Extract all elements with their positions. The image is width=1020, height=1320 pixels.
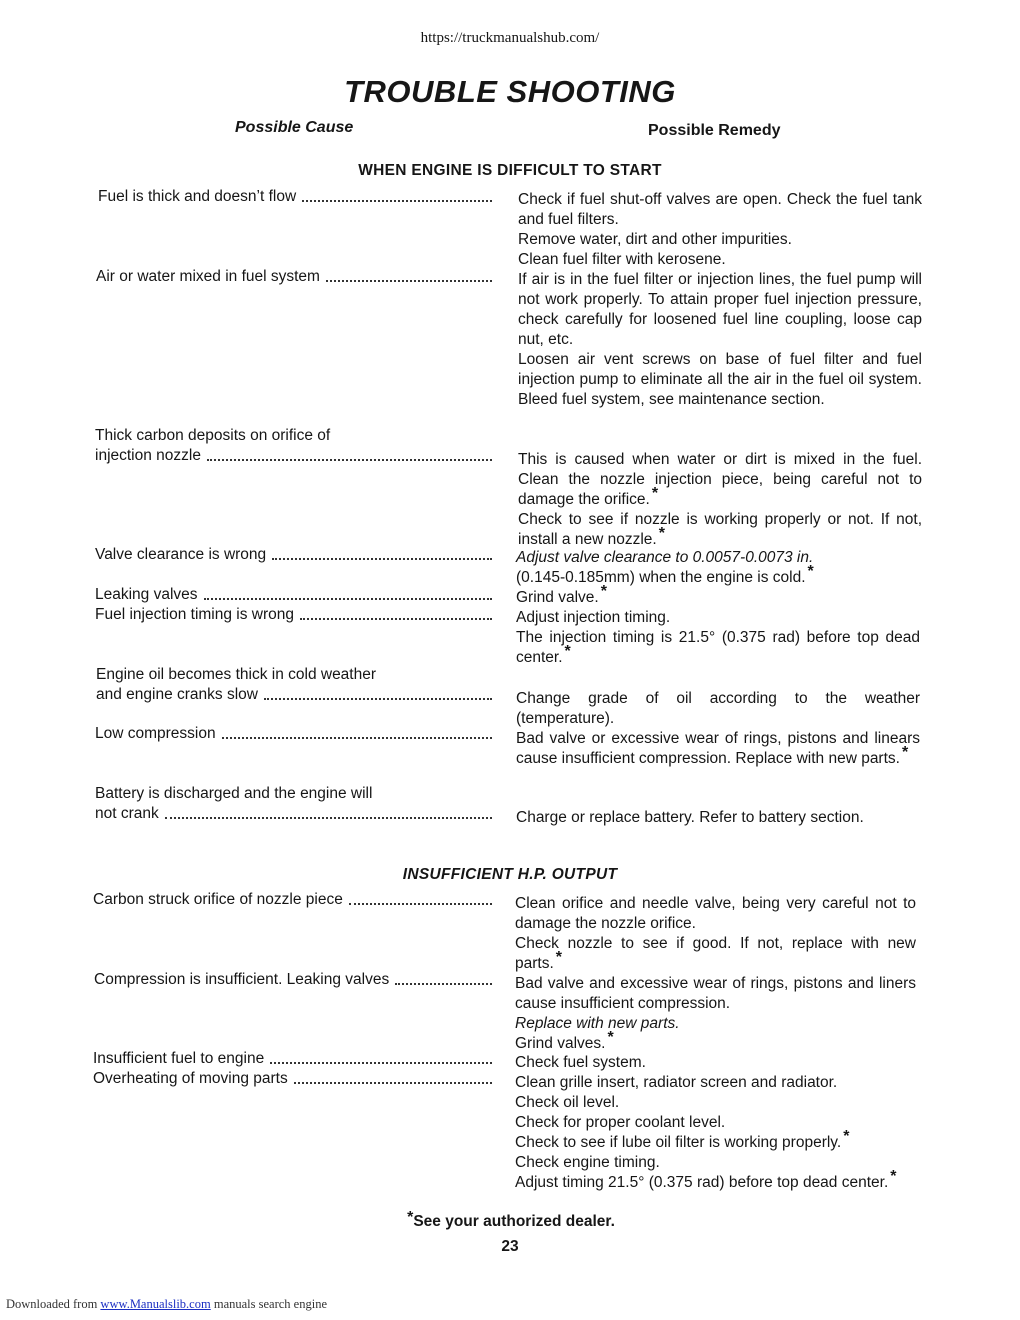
- cause-item: Compression is insufficient. Leaking valves: [94, 970, 496, 990]
- remedy-block-carbon-deposits: This is caused when water or dirt is mixed in the fuel. Clean the nozzle injection piece, being careful not to damage the orifice. * Check to see if nozzle is working properly or not. If not, install a new nozzle. *: [518, 451, 922, 548]
- remedy-block-battery: Charge or replace battery. Refer to battery section.: [516, 809, 864, 826]
- dealer-footnote: *See your authorized dealer.: [407, 1209, 615, 1230]
- remedy-block-carbon-orifice: Clean orifice and needle valve, being very careful not to damage the nozzle orifice. Check nozzle to see if good. If not, replace with new parts. *: [515, 895, 916, 972]
- remedy-block-low-compression: Bad valve or excessive wear of rings, pistons and linears cause insufficient compression. Replace with new parts. *: [516, 730, 920, 767]
- remedy-block-thick-fuel: Check if fuel shut-off valves are open. Check the fuel tank and fuel filters. Remove water, dirt and other impurities. Clean fuel filter with kerosene.: [518, 191, 922, 268]
- cause-item: not crank: [95, 804, 496, 824]
- cause-item: Low compression: [95, 724, 496, 744]
- cause-item: Carbon struck orifice of nozzle piece: [93, 890, 496, 910]
- download-footer: Downloaded from www.Manualslib.com manuals search engine: [6, 1297, 327, 1311]
- remedy-block-compression: Bad valve and excessive wear of rings, pistons and liners cause insufficient compression. Replace with new parts. Grind valves. *: [515, 975, 916, 1052]
- cause-item: Valve clearance is wrong: [95, 545, 496, 565]
- cause-item: Leaking valves: [95, 585, 496, 605]
- remedy-block-thick-oil: Change grade of oil according to the weather (temperature).: [516, 690, 920, 727]
- cause-item: Thick carbon deposits on orifice of: [95, 427, 331, 444]
- manualslib-link[interactable]: www.Manualslib.com: [100, 1297, 211, 1311]
- cause-item: Overheating of moving parts: [93, 1069, 496, 1089]
- cause-item: Engine oil becomes thick in cold weather: [96, 666, 377, 683]
- cause-item: Battery is discharged and the engine will: [95, 785, 373, 802]
- remedy-column-header: Possible Remedy: [648, 122, 781, 139]
- cause-item: Insufficient fuel to engine: [93, 1049, 496, 1069]
- remedy-block-valve-clearance: Adjust valve clearance to 0.0057-0.0073 in. (0.145-0.185mm) when the engine is cold. * Grind valve. * Adjust injection timing. The injection timing is 21.5° (0.375 rad) before top dead center. *: [516, 549, 920, 666]
- remedy-block-overheating: Clean grille insert, radiator screen and radiator. Check oil level. Check for proper coolant level. Check to see if lube oil filter is working properly. * Check engine timing. Adjust timing 21.5° (0.375 rad) before top dead center. *: [515, 1074, 897, 1191]
- cause-column-header: Possible Cause: [235, 119, 354, 136]
- cause-item: Fuel is thick and doesn’t flow: [98, 187, 496, 207]
- cause-item: injection nozzle: [95, 446, 496, 466]
- remedy-block-air-water: If air is in the fuel filter or injection lines, the fuel pump will not work properly. To attain proper fuel injection pressure, check carefully for loosened fuel line coupling, loose cap nut, etc. Loosen air vent screws on base of fuel filter and fuel injection pump to eliminate all the air in the fuel oil system. Bleed fuel system, see maintenance section.: [518, 271, 922, 408]
- cause-item: Fuel injection timing is wrong: [95, 605, 496, 625]
- page-title: TROUBLE SHOOTING: [344, 74, 676, 109]
- section-heading-insufficient-hp: INSUFFICIENT H.P. OUTPUT: [402, 866, 618, 883]
- source-url: https://truckmanualshub.com/: [420, 30, 600, 46]
- section-heading-difficult-start: WHEN ENGINE IS DIFFICULT TO START: [358, 162, 662, 179]
- cause-item: and engine cranks slow: [96, 685, 496, 705]
- page-number: 23: [501, 1238, 519, 1255]
- cause-item: Air or water mixed in fuel system: [96, 267, 496, 287]
- remedy-block-fuel: Check fuel system.: [515, 1054, 646, 1071]
